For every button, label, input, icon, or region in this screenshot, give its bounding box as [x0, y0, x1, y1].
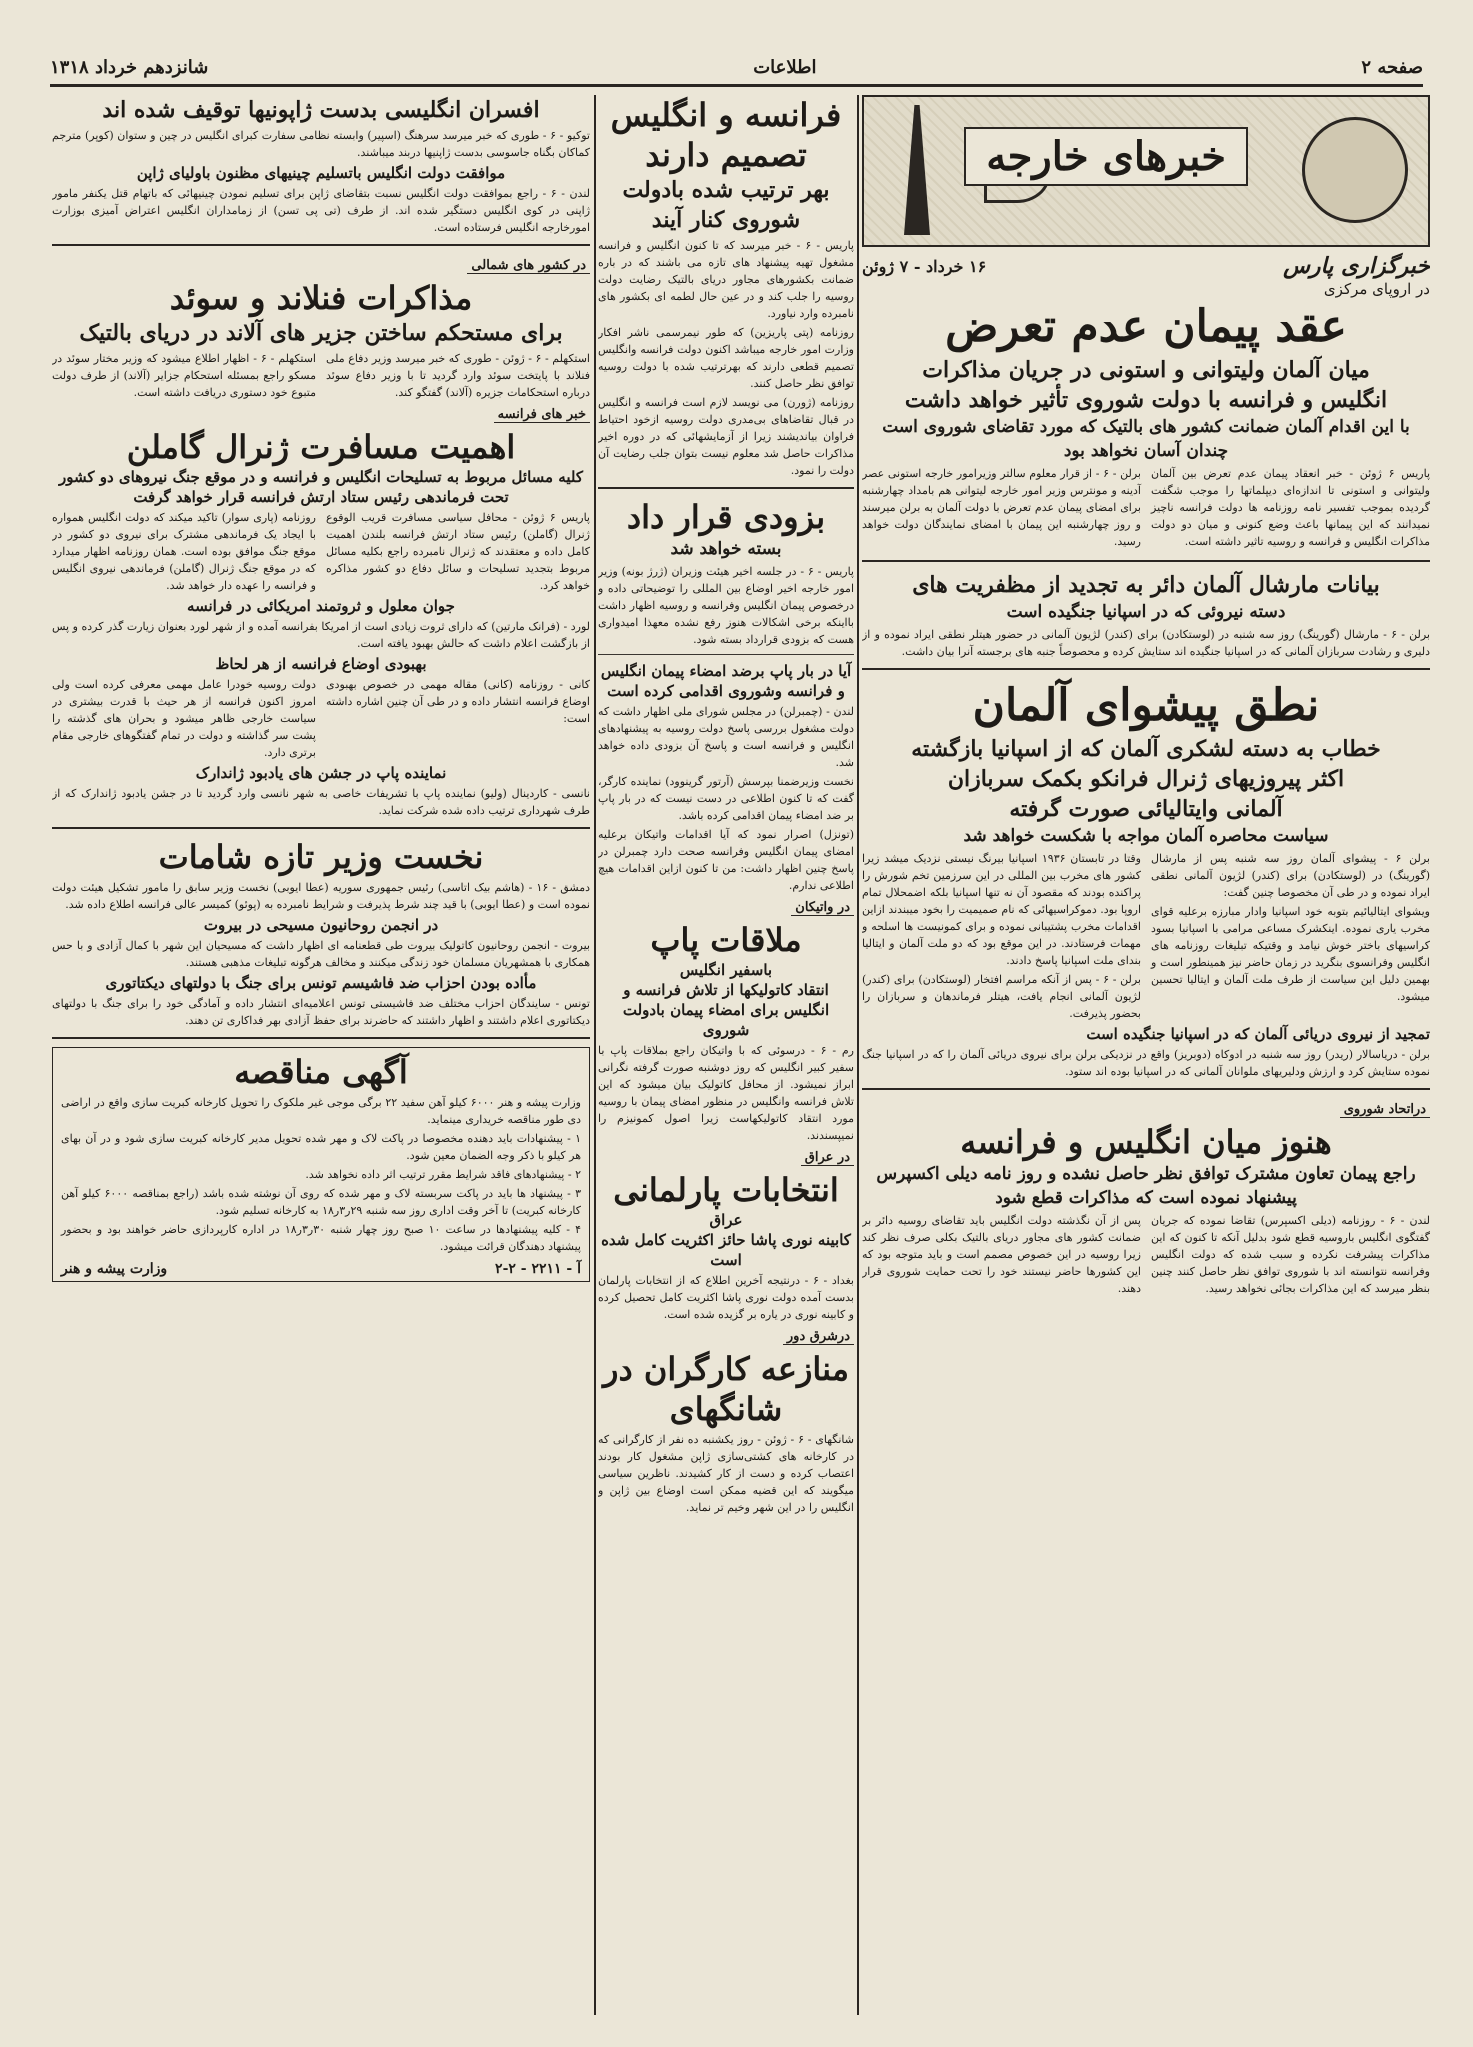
section-label: در واتیکان — [791, 900, 854, 916]
article-paragraph: (تونزل) اصرار نمود که آیا اقدامات واتیکان برعلیه امضای پیمان انگلیس وفرانسه صحت دارد چمبرلن در پاسخ چنین اظهار داشت: من تا کنون ازاین اقدامات هیچ اطلاعی ندارم. — [598, 828, 854, 892]
headline-joan-of-arc: نماینده پاپ در جشن های یادبود ژاندارک — [195, 764, 447, 782]
article-paragraph: دمشق - ۱۶ - (هاشم بیک اتاسی) رئیس جمهوری سوریه (عطا ایوبی) نخست وزیر سابق را مامور تشکیل هیئت دولت نموده است و (عطا ایوبی) با قید چند شرط پذیرفت و شرایط نامبرده به (پوئو) کمیسر عالی فرانسه اطلاع داده شد. — [52, 881, 590, 911]
agency-line — [862, 253, 1430, 279]
dateline: ۱۶ خرداد - ۷ ژوئن — [862, 256, 987, 276]
headline-subtitle: خطاب به دسته لشکری آلمان که از اسپانیا بازگشته — [911, 736, 1381, 762]
section-label: خبر های فرانسه — [494, 407, 590, 423]
headline-subtitle: میان آلمان ولیتوانی و استونی در جریان مذاکرات — [922, 357, 1370, 383]
article-paragraph: استکهلم - ۶ - اظهار اطلاع میشود که وزیر مختار سوئد در مسکو راجع بمسئله استحکام جزایر (آلاند) از طرف دولت متبوع خود دستوری دریافت داشته است. — [52, 352, 316, 399]
headline-finland-sweden: مذاکرات فنلاند و سوئد — [169, 279, 473, 317]
headline-fuhrer-speech: نطق پیشوای آلمان — [972, 680, 1320, 731]
page-number: صفحه ۲ — [1361, 56, 1423, 78]
headline-american-youth: جوان معلول و ثروتمند امریکائی در فرانسه — [187, 597, 455, 615]
article-paragraph: استکهلم - ۶ - ژوئن - طوری که خبر میرسد وزیر دفاع ملی فنلاند با پایتخت سوئد وارد گردید تا با وزیر دفاع سوئد درباره استحکامات جزیره (آلاند) گفتگو کند. — [326, 352, 590, 399]
article-paragraph: پس از آن نگذشته دولت انگلیس باید تقاضای روسیه دائر بر ضمانت کشور های مجاور دریای بالتیک بکلی صرف نظر کند زیرا روسیه در این خصوص مصمم است و باید متوجه بود که این کشورها حاضر نیستند خود را تحت حمایت شوروی قرار دهند. — [862, 1214, 1141, 1295]
headline-anglo-french: هنوز میان انگلیس و فرانسه — [960, 1123, 1332, 1161]
article-paragraph: ویشوای ایتالیائیم بتوبه خود اسپانیا وادار مبارزه برعلیه قوای مخرب یاری نموده. اینکشرک مساعی مرامی با اسپانیا بسود کراسیهای باختر خوش نیامد و وقتیکه تبلیغات روزنامه های انگلیس وفرانسوی بنگرید در زمان حاضر نیز همینطور است و بهمین دلیل این سیاست از طرف ملت آلمان و ایتالیا تحسین میشود. — [1151, 905, 1430, 1003]
article-body — [862, 463, 1430, 552]
headline-subtitle: سیاست محاصره آلمان مواجه با شکست خواهد شد — [963, 826, 1329, 846]
headline-gamelin-trip: اهمیت مسافرت ژنرال گاملن — [126, 428, 516, 466]
article-paragraph: برلن - ۶ - مارشال (گورینگ) روز سه شنبه در (لوستکادن) برای (کندر) لژیون آلمانی در حضور هیتلر نطقی ایراد نموده و از دلیری و رشادت سربازان آلمانی که در اسپانیا جنگیده اند ستایش کرده و محصوصاً جنبه های برجسته آنرا بیان داشت. — [862, 628, 1430, 658]
article-paragraph: لندن - ۶ - راجع بموافقت دولت انگلیس نسبت بتقاضای ژاپن برای تسلیم نمودن چینیهائی که باتهام قتل یکنفر مامور ژاپنی در کوی انگلیس دستگیر شده اند. از طرف (تی پی تسن) از زمامداران انگلیس اعتراض آمیزی بوزارت امورخارجه انگلیس فرستاده است. — [52, 187, 590, 234]
headline-subtitle: بهر ترتیب شده بادولت — [622, 177, 830, 203]
issue-date: شانزدهم خرداد ۱۳۱۸ — [50, 56, 209, 78]
article-paragraph: نانسی - کاردینال (ولیو) نماینده پاپ با تشریفات خاصی به شهر نانسی وارد گردید تا در جشن یادبود ژاندارک که از طرف شهرداری ترتیب داده شده شرکت نماید. — [52, 787, 590, 817]
headline-subtitle: با این اقدام آلمان ضمانت کشور های بالتیک که مورد تقاضای شوروی است چندان آسان نخواهد بود — [882, 417, 1410, 461]
section-label: دراتحاد شوروی — [1340, 1102, 1430, 1118]
headline-subtitle: باسفیر انگلیس — [679, 961, 773, 979]
page-header — [50, 50, 1423, 87]
article-paragraph: توکیو - ۶ - طوری که خبر میرسد سرهنگ (اسپیر) وابسته نظامی سفارت کبرای انگلیس در چین و ستوان (کوپر) مترجم کماکان بگناه جاسوسی بدست ژاپنیها دربند میباشند. — [52, 129, 590, 159]
ad-paragraph: ۳ - پیشنهاد ها باید در پاکت سربسته لاک و مهر شده که روی آن نوشته شده باشد (راجع بمناقصه ۶۰۰۰ کیلو آهن کارخانه کبریت) تا آخر وقت اداری روز سه شنبه ۲۹ر۳ر۱۸ به کارخانه تسلیم شود. — [61, 1187, 582, 1217]
article-paragraph: بیروت - انجمن روحانیون کاتولیک بیروت طی قطعنامه ای اظهار داشت که مسیحیان این شهر با کمال آزادی و با حس همکاری با همشهریان مسلمان خود زندگی میکنند و مخالف هرگونه تبلیغات مذهبی هستند. — [52, 939, 590, 969]
right-column — [862, 95, 1430, 2015]
headline-pope-meeting: ملاقات پاپ — [650, 921, 802, 959]
article-body — [862, 1210, 1430, 1299]
ad-reference: آ - ۲۲۱۱ - ۲-۲ — [495, 1261, 581, 1277]
article-paragraph: تونس - سایندگان احزاب مختلف ضد فاشیستی تونس اعلامیه‌ای انتشار داده و آمادگی خود را برای جنگ با دولتهای دیکتاتوری اعلام داشتند و اظهار داشتند که حاضرند برای حفظ آزادی بهر فداکاری تن دهند. — [52, 997, 590, 1027]
article-body — [862, 848, 1430, 1024]
article-paragraph: پاریس - ۶ - در جلسه اخیر هیئت وزیران (ژرژ بونه) وزیر امور خارجه اخیر اوضاع بین المللی را توضیحاتی داده و درخصوص پیمان انگلیس وفرانسه و روسیه اظهار داشت بااینکه برخی اشکالات هنوز رفع نشده معهذا امیدواری هست که بزودی قرارداد بسته شود. — [598, 565, 854, 646]
article-paragraph: پاریس ۶ ژوئن - محافل سیاسی مسافرت قریب الوقوع ژنرال (گاملن) رئیس ستاد ارتش فرانسه بلندن اهمیت کامل داده و معتقدند که ژنرال نامبرده راجع بکلیه مسائل مربوط بتجدید تسلیحات و سائل دفاع دو کشور مذاکره خواهد کرد. — [326, 511, 590, 592]
tender-advertisement — [52, 1047, 590, 1282]
article-paragraph: برلن - ۶ - از قرار معلوم سالتر وزیرامور خارجه استونی عصر آدینه و مونترس وزیر امور خارجه لیتوانی هم بامداد چهارشنبه برای امضای پیمان عدم تعرض با دولت آلمان به برلن میرسند و روز چهارشنبه این پیمان با امضای نمایندگان دولت خواهد رسید. — [862, 467, 1141, 548]
section-label: درشرق دور — [783, 1329, 854, 1345]
headline-subtitle: دسته نیروئی که در اسپانیا جنگیده است — [1006, 602, 1286, 622]
middle-column — [598, 95, 854, 2015]
agency-name: خبرگزاری پارس — [1283, 253, 1430, 279]
headline-subtitle: انتقاد کاتولیکها از تلاش فرانسه و انگلیس برای امضاء پیمان بادولت شوروی — [622, 981, 830, 1039]
headline-subtitle: شوروی کنار آیند — [651, 207, 801, 233]
headline-subtitle: برای مستحکم ساختن جزیر های آلاند در دریای بالتیک — [79, 320, 563, 346]
article-paragraph: دولت روسیه خودرا عامل مهمی معرفی کرده است ولی امروز اکنون فرانسه از هر حیث با قدرت بیشتری در سیاست خارجی ظاهر میشود و بحران های گذشته را پشت سر گذاشته و دولت در تمام گفتگوهای خارجی مقام برتری دارد. — [52, 678, 316, 759]
ad-paragraph: ۴ - کلیه پیشنهادها در ساعت ۱۰ صبح روز چهار شنبه ۳۰ر۳ر۱۸ در اداره کارپردازی حاضر خواهند بود و بحضور پیشنهاد دهندگان قرائت میشود. — [61, 1223, 582, 1253]
headline-tunis-parties: مأاده بودن احزاب ضد فاشیسم تونس برای جنگ با دولتهای دیکتاتوری — [105, 974, 537, 992]
headline-subtitle: بسته خواهد شد — [670, 539, 782, 559]
headline-british-officers: افسران انگلیسی بدست ژاپونیها توقیف شده اند — [102, 97, 540, 123]
headline-subtitle: انگلیس و فرانسه با دولت شوروی تأثیر خواهد داشت — [904, 387, 1388, 413]
headline-vatican-question: آیا در بار پاپ برضد امضاء پیمان انگلیس و فرانسه وشوروی اقدامی کرده است — [600, 662, 852, 700]
headline-france-england: فرانسه و انگلیس — [610, 96, 842, 134]
section-label: در اروپای مرکزی — [1323, 280, 1430, 298]
article-body — [52, 507, 590, 596]
article-paragraph: شانگهای - ۶ - ژوئن - روز یکشنبه ده نفر از کارگرانی که در کارخانه های کشتی‌سازی ژاپن مشغول کار بودند اعتصاب کرده و دست از کار کشیدند. ناظرین سیاسی میگویند که این قضیه ممکن است اوضاع بین ژاپن و انگلیس را در این شهر وخیم تر نماید. — [598, 1433, 854, 1514]
section-label: در عراق — [801, 1150, 854, 1166]
headline-subtitle: کلیه مسائل مربوط به تسلیحات انگلیس و فرانسه و در موقع جنگ نیروهای دو کشور تحت فرماندهی رئیس ستاد ارتش فرانسه قرار خواهد گرفت — [59, 468, 583, 506]
globe-icon — [1302, 117, 1408, 223]
radio-tower-icon — [904, 105, 930, 235]
article-paragraph: بغداد - ۶ - درنتیجه آخرین اطلاع که از انتخابات پارلمان بدست آمده دولت نوری پاشا اکثریت کامل تحصیل کرده و کابینه نوری در یاره بر گزیده شده است. — [598, 1274, 854, 1321]
headline-subtitle: عراق — [709, 1211, 743, 1229]
foreign-news-masthead — [862, 95, 1430, 247]
headline-subtitle: کابینه نوری پاشا حائز اکثریت کامل شده است — [601, 1231, 851, 1269]
article-paragraph: برلن ۶ - پیشوای آلمان روز سه شنبه پس از مارشال (گورینگ) در (لوستکادن) برای (کندر) لژیون آلمانی نطقی ایراد نموده و در طی آن مخصوصا چنین گفت: — [1151, 852, 1430, 899]
article-paragraph: روزنامه (ژورن) می نویسد لازم است فرانسه و انگلیس در قبال تقاضاهای بی‌مدری دولت روسیه ازخود احتیاط فراوان بیاندیشند زیرا از آزمایشهائی که در دوره اخیر مذاکرات حاصل شد معلوم نیست بتوان جلب رضایت آن دولت را نمود. — [598, 396, 854, 477]
article-paragraph: لندن - ۶ - روزنامه (دیلی اکسپرس) تقاضا نموده که جریان گفتگوی انگلیس باروسیه قطع شود بدلیل آنکه تا کنون که این مذاکرات پیشرفت نکرده و سبب شده که دولت انگلیس وفرانسه نتوانسته اند با شوروی توافق نظر حاصل کنند چنین بنظر میرسد که این مذاکرات بجائی نخواهد رسید. — [1151, 1214, 1430, 1295]
article-paragraph: لندن - (چمبرلن) در مجلس شورای ملی اظهار داشت که دولت مشغول بررسی پاسخ دولت روسیه به پیشنهادهای انگلیس و فرانسه است و پاسخ آن بزودی داده خواهد شد. — [598, 705, 854, 769]
ad-footer — [61, 1261, 581, 1277]
article-paragraph: روزنامه (پتی پاریزین) که طور نیمرسمی ناشر افکار وزارت امور خارجه میباشد اکنون دولت فرانسه وانگلیس تصمیم قطعی دارند که بهرترتیب شده با دولت روسیه توافق نظر حاصل کنند. — [598, 326, 854, 390]
headline-marshal-speech: بیانات مارشال آلمان دائر به تجدید از مظفریت های — [912, 572, 1380, 598]
headline-subtitle: اکثر پیروزیهای ژنرال فرانکو بکمک سربازان — [947, 766, 1345, 792]
headline-subtitle: راجع پیمان تعاون مشترک توافق نظر حاصل نشده و روز نامه دیلی اکسپرس پیشنهاد نموده است که مذاکرات قطع شود — [876, 1164, 1416, 1208]
headline-beirut-clergy: در انجمن روحانیون مسیحی در بیروت — [203, 916, 439, 934]
headline-subtitle: آلمانی وایتالیائی صورت گرفته — [1009, 796, 1283, 822]
article-paragraph: وقتا در تابستان ۱۹۳۶ اسپانیا بیرنگ نیستی نزدیک میشد زیرا کشور های مخرب بین المللی در این سرزمین تخم شورش را پراکنده بودند که مقصود آن نه تنها اسپانیا بلکه اضمحلال تمام اروپا بود. دموکراسیهائی که نام صمیمیت را بخود میبندند ازاین اقدامات مخرب پشتیبانی نموده و برای کمونیست ها اسلحه و مهمات فرستادند. در این موقع بود که دو ملت آلمان و ایتالیا بندای ملت اسپانیا پاسخ دادند. — [862, 852, 1141, 967]
masthead-title: خبرهای خارجه — [964, 127, 1248, 186]
article-paragraph: کانی - روزنامه (کانی) مقاله مهمی در خصوص بهبودی اوضاع فرانسه انتشار داده و در طی آن چنین اشاره داشته است: — [326, 678, 590, 725]
column-rule-right — [857, 95, 859, 2015]
article-paragraph: پاریس - ۶ - خبر میرسد که تا کنون انگلیس و فرانسه مشغول تهیه پیشنهاد های تازه می باشند که در باره ضمانت بکشورهای مجاور دریای بالتیک رضایت دولت روسیه را جلب کند و در عین حال لطمه ای بکشور های نامبرده وارد نیاورد. — [598, 239, 854, 320]
headline-iraq-elections: انتخابات پارلمانی — [613, 1171, 839, 1209]
article-paragraph: نخست وزیرضمنا بپرسش (آرتور گرینوود) نماینده کارگر، گفت که تا کنون اطلاعی در دست نیست که در بار پاپ بر ضد امضاء پیمان اقدامی کرده باشد. — [598, 775, 854, 822]
article-body — [52, 348, 590, 403]
section-label: در کشور های شمالی — [467, 258, 590, 274]
headline-subtitle: تصمیم دارند — [645, 136, 807, 174]
left-column — [52, 95, 590, 2015]
article-paragraph: پاریس ۶ ژوئن - خبر انعقاد پیمان عدم تعرض بین آلمان ولیتوانی و استونی تا اندازه‌ای دیپلماتها را موجب شگفت گردیده بموجب تفسیر نامه روزنامه ها دولت فرانسه ناچیز نمیدانند که این پیمانها باعث وضع کنونی و میان دو دولت مذاکرات انگلیس و فرانسه و روسیه تاثیر داشته است. — [1151, 467, 1430, 548]
article-paragraph: برلن - دریاسالار (ریدر) روز سه شنبه در ادوکاه (دوبریز) واقع در نزدیکی برلن برای نیروی دریائی آلمان را که در اسپانیا جنگ نموده ستایش کرد و ارزش ودلیریهای ملوانان آلمانی که در اسپانیا بوده اند ستود. — [862, 1048, 1430, 1078]
article-paragraph: روزنامه (پاری سوار) تاکید میکند که دولت انگلیس همواره با ایجاد یک فرماندهی مشترک برای نیروی دو کشور در موقع جنگ موافق بوده است. همان روزنامه اظهار میدارد که در موقع جنگ ژنرال (گاملن) فرماندهی نیروی انگلیس و فرانسه را عهده دار خواهد شد. — [52, 511, 316, 592]
ad-paragraph: ۱ - پیشنهادات باید دهنده مخصوصا در پاکت لاک و مهر شده تحویل مدیر کارخانه کبریت سازی شود و در آن بهای هر کیلو با ذکر وجه الضمان معین شود. — [61, 1132, 581, 1162]
article-paragraph: برلن - ۶ - پس از آنکه مراسم افتخار (لوستکادن) برای (کندر) لژیون آلمانی انجام یافت، هیتلر فرماندهان و سربازان را بحضور پذیرفت. — [862, 973, 1141, 1020]
headline-nonaggression-pact: عقد پیمان عدم تعرض — [945, 301, 1347, 352]
article-paragraph: لورد - (فرانک مارتین) که دارای ثروت زیادی است از امریکا بفرانسه آمده و از شهر لورد بعنوان زیارت گذر کرده و پس از بازگشت اعلام داشت که حالش بهبود یافته است. — [52, 620, 590, 650]
newspaper-name: اطلاعات — [753, 56, 817, 78]
headline-syria-pm: نخست وزیر تازه شامات — [158, 838, 484, 876]
headline-british-agreement: موافقت دولت انگلیس باتسلیم چینیهای مظنون باولیای ژاپن — [136, 164, 506, 182]
headline-treaty-soon: بزودی قرار داد — [626, 498, 826, 536]
ad-paragraph: وزارت پیشه و هنر ۶۰۰۰ کیلو آهن سفید ۲۲ برگی موجی غیر ملکوک را تحویل کارخانه کبریت سازی واقع در اراضی دی طور مناقصه خریداری مینماید. — [61, 1096, 581, 1126]
article-paragraph: رم - ۶ - درسوئی که با واتیکان راجع بملاقات پاپ با سفیر کبیر انگلیس که روز دوشنبه صورت گرفته نگرانی ابراز نمیشود. از محافل کاتولیک بیان میشود که این تلاش فرانسه وانگلیس در منظور امضای پیمان با روسیه مورد انتقاد کاتولیکهاست زیرا اصول کمونیزم را نمیپسندند. — [598, 1044, 854, 1142]
ad-paragraph: ۲ - پیشنهادهای فاقد شرایط مقرر ترتیب اثر داده نخواهد شد. — [305, 1168, 581, 1181]
ad-title: آگهی مناقصه — [234, 1053, 408, 1091]
headline-shanghai-workers: منازعه کارگران در شانگهای — [603, 1350, 849, 1428]
headline-france-improvement: بهبودی اوضاع فرانسه از هر لحاظ — [215, 655, 427, 673]
article-body — [52, 674, 590, 763]
column-rule-left — [594, 95, 596, 2015]
headline-navy-praise: تمجید از نیروی دریائی آلمان که در اسپانیا جنگیده است — [1086, 1025, 1430, 1043]
ad-signature: وزارت پیشه و هنر — [61, 1261, 168, 1277]
